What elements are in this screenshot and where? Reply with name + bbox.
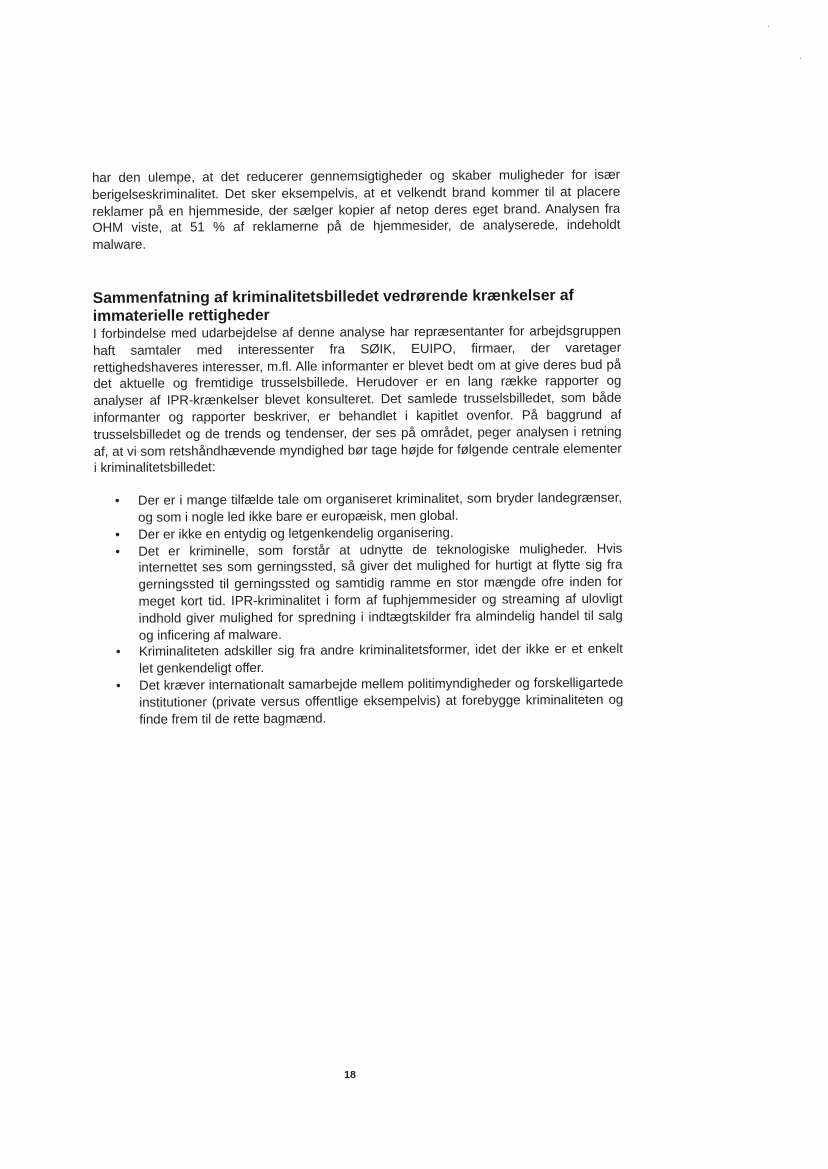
- page-content: [92, 167, 623, 729]
- list-item: [95, 675, 623, 729]
- main-paragraph: I forbindelse med udarbejdelse af denne analyse har repræsentanter for arbejdsgruppen haft samtaler med interessenter fra SØIK, EUIPO, firmaer, der varetager rettighedshaveres interesser, m.fl. Alle informanter er blevet bedt om at give deres bud på det aktuelle og fremtidige trusselsbillede. Herudover er en lang række rapporter og analyser af IPR-krænkelser blevet konsulteret. Det samlede trusselsbilledet, som både informanter og rapporter beskriver, er behandlet i kapitlet ovenfor. På baggrund af trusselsbilledet og de trends og tendenser, der ses på området, peger analysen i retning af, at vi som retshåndhævende myndighed bør tage højde for følgende centrale elementer i kriminalitetsbilledet:: [92, 322, 622, 476]
- bullet-text: Der er ikke en entydig og letgenkendelig organisering.: [138, 524, 454, 542]
- bullet-icon: •: [115, 526, 120, 542]
- list-item: [94, 540, 623, 644]
- bullet-text: Det er kriminelle, som forstår at udnytte de teknologiske muligheder. Hvis internettet ses som gerningssted, så giver det mulighed for hurtigt at flytte sig fra gerningssted til gerningssted og samtidig ramme en stor mængde ofre inden for meget kort tid. IPR-kriminalitet i form af fuphjemmesider og streaming af ulovligt indhold giver mulighed for spredning i indtægtskilder fra almindelig handel til salg og inficering af malware.: [138, 540, 623, 643]
- bullet-icon: •: [116, 677, 121, 693]
- bullet-icon: •: [115, 644, 121, 660]
- page-number: 18: [344, 1069, 356, 1081]
- scan-speck: [800, 58, 801, 59]
- list-item: [94, 490, 622, 527]
- bullet-text: Der er i mange tilfælde tale om organiseret kriminalitet, som bryder landegrænser, og som i nogle led ikke bare er europæisk, men global.: [137, 489, 623, 525]
- bullet-list: [94, 490, 623, 728]
- list-item: [95, 641, 623, 678]
- bullet-icon: •: [115, 543, 120, 559]
- bullet-icon: •: [114, 492, 120, 509]
- scan-speck: [768, 26, 769, 27]
- intro-paragraph: har den ulempe, at det reducerer gennemsigtigheder og skaber muligheder for især berigelseskriminalitet. Det sker eksempelvis, at et velkendt brand kommer til at placere reklamer på en hjemmeside, der sælger kopier af netop deres eget brand. Analysen fra OHM viste, at 51 % af reklamerne på de hjemmesider, de analyserede, indeholdt malware.: [92, 166, 621, 253]
- section-heading: Sammenfatning af kriminalitetsbilledet vedrørende krænkelser af immaterielle rettigheder: [92, 287, 574, 325]
- bullet-text: Kriminaliteten adskiller sig fra andre kriminalitetsformer, idet der ikke er et enkelt let genkendeligt offer.: [138, 641, 623, 676]
- bullet-text: Det kræver internationalt samarbejde mellem politimyndigheder og forskelligartede institutioner (private versus offentlige eksempelvis) at forebygge kriminaliteten og finde frem til de rette bagmænd.: [139, 674, 624, 727]
